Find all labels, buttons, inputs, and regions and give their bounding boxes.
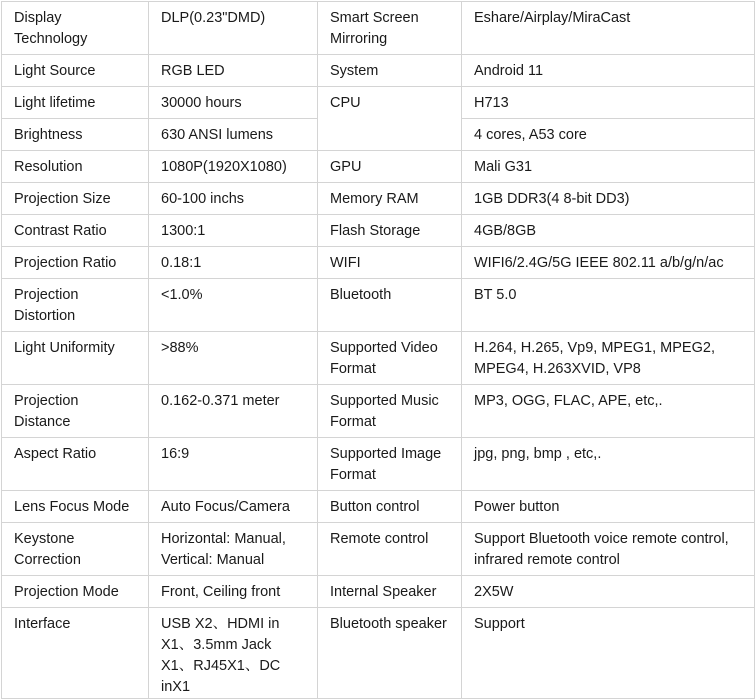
table-row — [2, 438, 755, 491]
table-cell: <1.0% — [149, 279, 318, 332]
table-row — [2, 491, 755, 523]
table-row — [2, 576, 755, 608]
table-row — [2, 385, 755, 438]
table-cell: USB X2、HDMI in X1、3.5mm Jack X1、RJ45X1、DC inX1 — [149, 608, 318, 699]
table-cell: 0.18:1 — [149, 247, 318, 279]
table-cell: Supported Image Format — [318, 438, 462, 491]
table-cell: Supported Video Format — [318, 332, 462, 385]
table-cell: H.264, H.265, Vp9, MPEG1, MPEG2, MPEG4, H.263XVID, VP8 — [462, 332, 755, 385]
table-cell: Projection Mode — [2, 576, 149, 608]
spec-table — [1, 1, 755, 699]
table-row — [2, 2, 755, 55]
table-cell: WIFI — [318, 247, 462, 279]
table-row — [2, 247, 755, 279]
table-cell: 1300:1 — [149, 215, 318, 247]
table-cell: 1GB DDR3(4 8-bit DD3) — [462, 183, 755, 215]
table-cell: Support — [462, 608, 755, 699]
table-cell: WIFI6/2.4G/5G IEEE 802.11 a/b/g/n/ac — [462, 247, 755, 279]
table-cell: Front, Ceiling front — [149, 576, 318, 608]
table-cell: Interface — [2, 608, 149, 699]
table-cell: Resolution — [2, 151, 149, 183]
table-cell: 1080P(1920X1080) — [149, 151, 318, 183]
table-row — [2, 55, 755, 87]
table-row — [2, 215, 755, 247]
table-cell: 630 ANSI lumens — [149, 119, 318, 151]
table-cell: Power button — [462, 491, 755, 523]
table-cell: 2X5W — [462, 576, 755, 608]
table-cell: 60-100 inchs — [149, 183, 318, 215]
table-cell: BT 5.0 — [462, 279, 755, 332]
spec-table-body — [2, 2, 755, 699]
table-cell: Display Technology — [2, 2, 149, 55]
table-cell: Auto Focus/Camera — [149, 491, 318, 523]
table-cell: Light Uniformity — [2, 332, 149, 385]
table-cell: RGB LED — [149, 55, 318, 87]
table-cell: DLP(0.23"DMD) — [149, 2, 318, 55]
table-cell: Lens Focus Mode — [2, 491, 149, 523]
table-row — [2, 183, 755, 215]
table-cell: Horizontal: Manual, Vertical: Manual — [149, 523, 318, 576]
table-cell: Bluetooth — [318, 279, 462, 332]
table-cell: Android 11 — [462, 55, 755, 87]
table-cell: Keystone Correction — [2, 523, 149, 576]
table-cell: Aspect Ratio — [2, 438, 149, 491]
table-cell: Contrast Ratio — [2, 215, 149, 247]
table-cell: GPU — [318, 151, 462, 183]
table-cell: 4 cores, A53 core — [462, 119, 755, 151]
table-cell: Light lifetime — [2, 87, 149, 119]
table-cell: Bluetooth speaker — [318, 608, 462, 699]
table-cell: >88% — [149, 332, 318, 385]
table-cell: Projection Distortion — [2, 279, 149, 332]
table-cell: Memory RAM — [318, 183, 462, 215]
table-cell: Light Source — [2, 55, 149, 87]
table-row — [2, 523, 755, 576]
table-row — [2, 87, 755, 119]
table-cell: Eshare/Airplay/MiraCast — [462, 2, 755, 55]
table-cell: Internal Speaker — [318, 576, 462, 608]
table-cell: jpg, png, bmp , etc,. — [462, 438, 755, 491]
table-cell: 4GB/8GB — [462, 215, 755, 247]
table-row — [2, 279, 755, 332]
table-row — [2, 151, 755, 183]
table-cell: Brightness — [2, 119, 149, 151]
table-cell: 30000 hours — [149, 87, 318, 119]
table-cell: Projection Size — [2, 183, 149, 215]
table-cell: Remote control — [318, 523, 462, 576]
table-cell: Mali G31 — [462, 151, 755, 183]
table-cell: Projection Ratio — [2, 247, 149, 279]
table-cell: Supported Music Format — [318, 385, 462, 438]
table-cell: Smart Screen Mirroring — [318, 2, 462, 55]
table-cell: 0.162-0.371 meter — [149, 385, 318, 438]
table-cell: H713 — [462, 87, 755, 119]
table-cell: 16:9 — [149, 438, 318, 491]
table-cell: Projection Distance — [2, 385, 149, 438]
table-cell: System — [318, 55, 462, 87]
table-cell: Support Bluetooth voice remote control, infrared remote control — [462, 523, 755, 576]
table-cell: Flash Storage — [318, 215, 462, 247]
table-row — [2, 332, 755, 385]
table-cell: MP3, OGG, FLAC, APE, etc,. — [462, 385, 755, 438]
table-row — [2, 608, 755, 699]
table-cell: CPU — [318, 87, 462, 151]
table-cell: Button control — [318, 491, 462, 523]
